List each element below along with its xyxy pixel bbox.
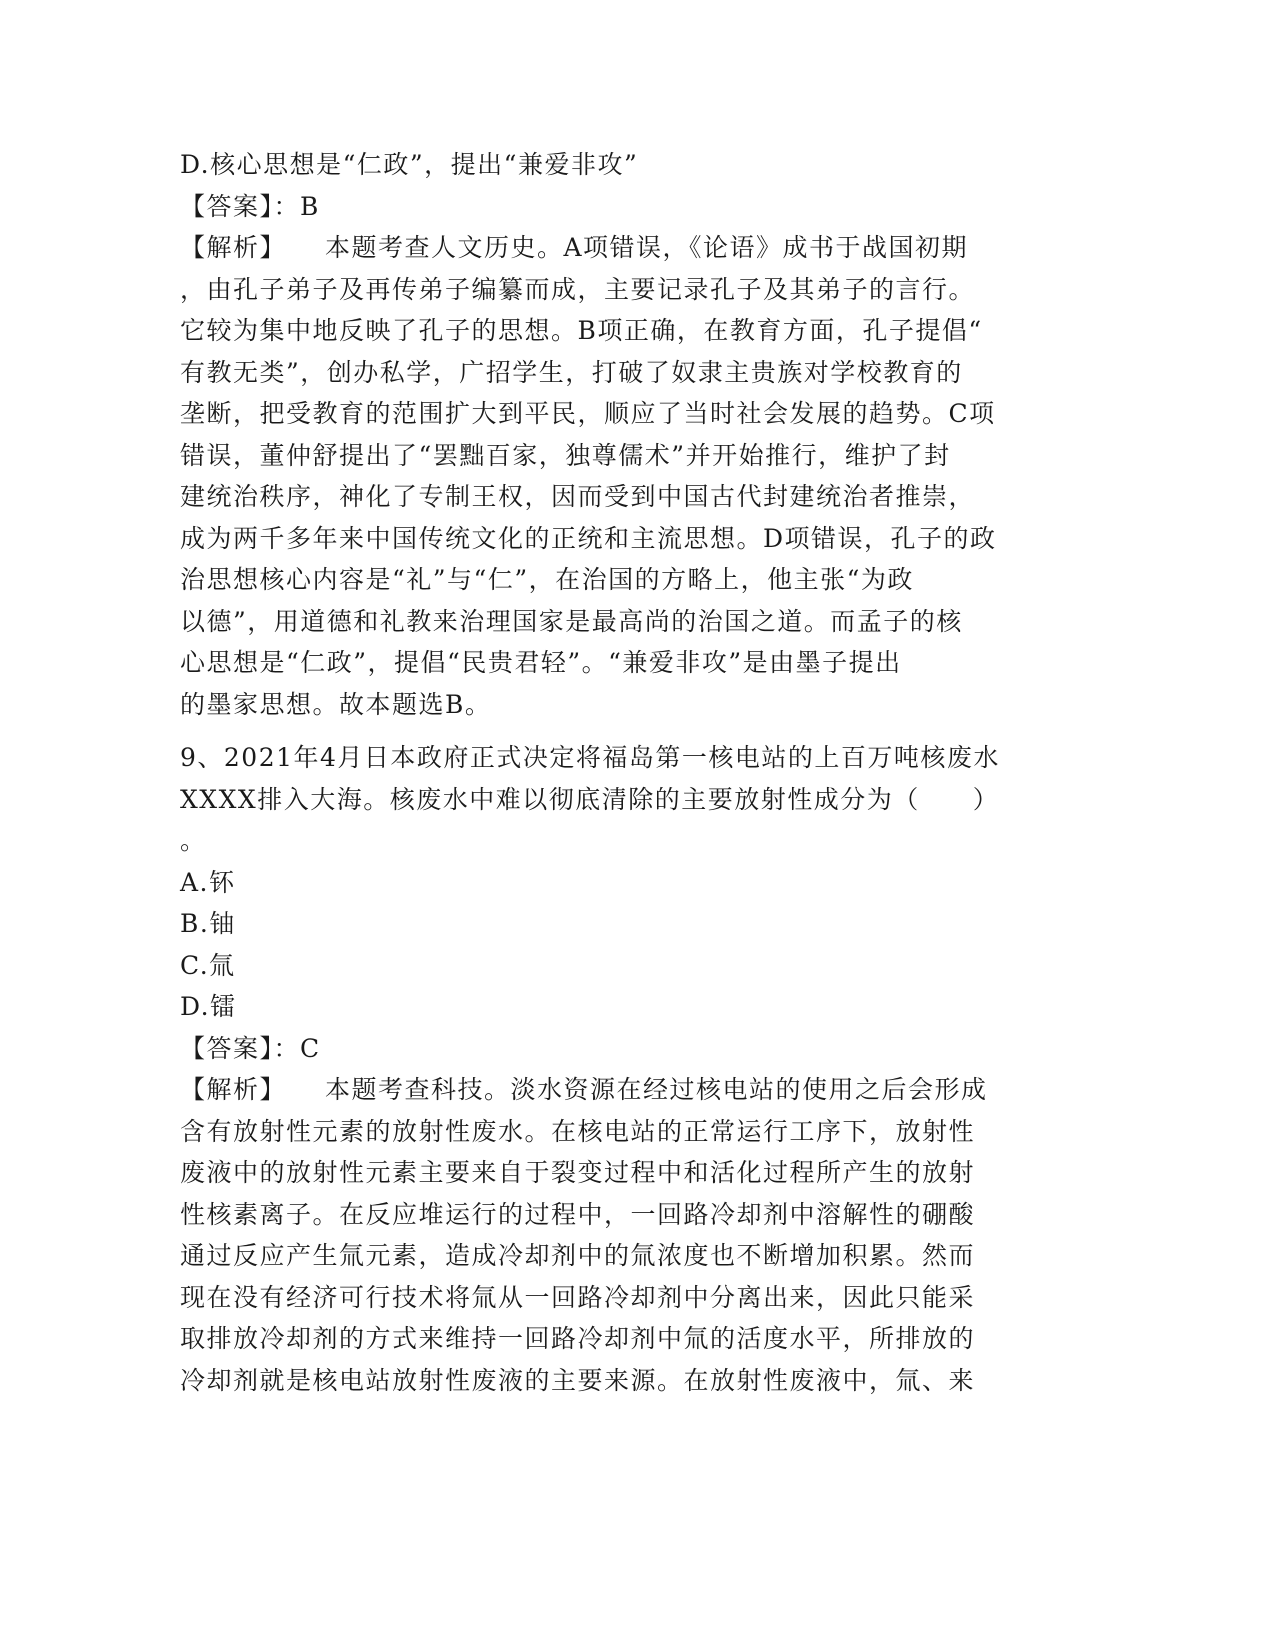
prev-analysis-line-9: 以德”，用道德和礼教来治理国家是最高尚的治国之道。而孟子的核 — [180, 606, 963, 636]
q9-analysis-line-2: 废液中的放射性元素主要来自于裂变过程中和活化过程所产生的放射 — [180, 1158, 976, 1187]
q9-analysis-line-5: 现在没有经济可行技术将氚从一回路冷却剂中分离出来，因此只能采 — [180, 1282, 976, 1312]
prev-analysis-line-1: ，由孔子弟子及再传弟子编纂而成，主要记录孔子及其弟子的言行。 — [180, 274, 976, 304]
prev-analysis-line-0 — [180, 227, 1032, 269]
q9-analysis-line-7: 冷却剂就是核电站放射性废液的主要来源。在放射性废液中，氚、来 — [180, 1365, 976, 1395]
q9-stem-line-0: 9、2021年4月日本政府正式决定将福岛第一核电站的上百万吨核废水 — [180, 743, 1000, 772]
prev-analysis-line-5: 错误，董仲舒提出了“罢黜百家，独尊儒术”并开始推行，维护了封 — [180, 440, 951, 470]
q9-analysis-line-1: 含有放射性元素的放射性废水。在核电站的正常运行工序下，放射性 — [180, 1116, 976, 1146]
q9-analysis-line-3: 性核素离子。在反应堆运行的过程中，一回路冷却剂中溶解性的硼酸 — [180, 1199, 976, 1229]
prev-analysis-text-0: 本题考查人文历史。A项错误，《论语》成书于战国初期 — [325, 233, 969, 262]
q9-option-c: C.氚 — [180, 950, 236, 980]
prev-analysis-line-3: 有教无类”，创办私学，广招学生，打破了奴隶主贵族对学校教育的 — [180, 357, 963, 387]
document-page — [180, 144, 1032, 1401]
q9-stem-line-1: XXXX排入大海。核废水中难以彻底清除的主要放射性成分为（ ） — [180, 784, 1000, 814]
prev-analysis-line-8: 治思想核心内容是“礼”与“仁”，在治国的方略上，他主张“为政 — [180, 565, 914, 594]
q9-answer: 【答案】：C — [180, 1033, 321, 1063]
prev-analysis-label: 【解析】 — [180, 233, 287, 262]
q9-option-a: A.钚 — [180, 867, 236, 897]
prev-answer: 【答案】：B — [180, 191, 320, 221]
q9-analysis-text-0: 本题考查科技。淡水资源在经过核电站的使用之后会形成 — [325, 1075, 988, 1104]
prev-analysis-line-4: 垄断，把受教育的范围扩大到平民，顺应了当时社会发展的趋势。C项 — [180, 399, 996, 428]
q9-analysis-line-0 — [180, 1069, 1032, 1111]
question-spacer — [180, 725, 1032, 737]
prev-analysis-line-6: 建统治秩序，神化了专制王权，因而受到中国古代封建统治者推崇， — [180, 482, 976, 511]
prev-analysis-line-11: 的墨家思想。故本题选B。 — [180, 689, 492, 719]
q9-analysis-label: 【解析】 — [180, 1075, 287, 1104]
prev-analysis-line-7: 成为两千多年来中国传统文化的正统和主流思想。D项错误，孔子的政 — [180, 523, 997, 553]
q9-analysis-line-4: 通过反应产生氚元素，造成冷却剂中的氚浓度也不断增加积累。然而 — [180, 1241, 976, 1270]
prev-option-d: D.核心思想是“仁政”，提出“兼爱非攻” — [180, 150, 639, 179]
q9-analysis-line-6: 取排放冷却剂的方式来维持一回路冷却剂中氚的活度水平，所排放的 — [180, 1324, 976, 1353]
prev-analysis-line-2: 它较为集中地反映了孔子的思想。B项正确，在教育方面，孔子提倡“ — [180, 316, 983, 345]
q9-option-b: B.铀 — [180, 909, 236, 938]
prev-analysis-line-10: 心思想是“仁政”，提倡“民贵君轻”。“兼爱非攻”是由墨子提出 — [180, 648, 902, 677]
q9-option-d: D.镭 — [180, 992, 237, 1021]
q9-stem-line-2: 。 — [180, 826, 207, 855]
